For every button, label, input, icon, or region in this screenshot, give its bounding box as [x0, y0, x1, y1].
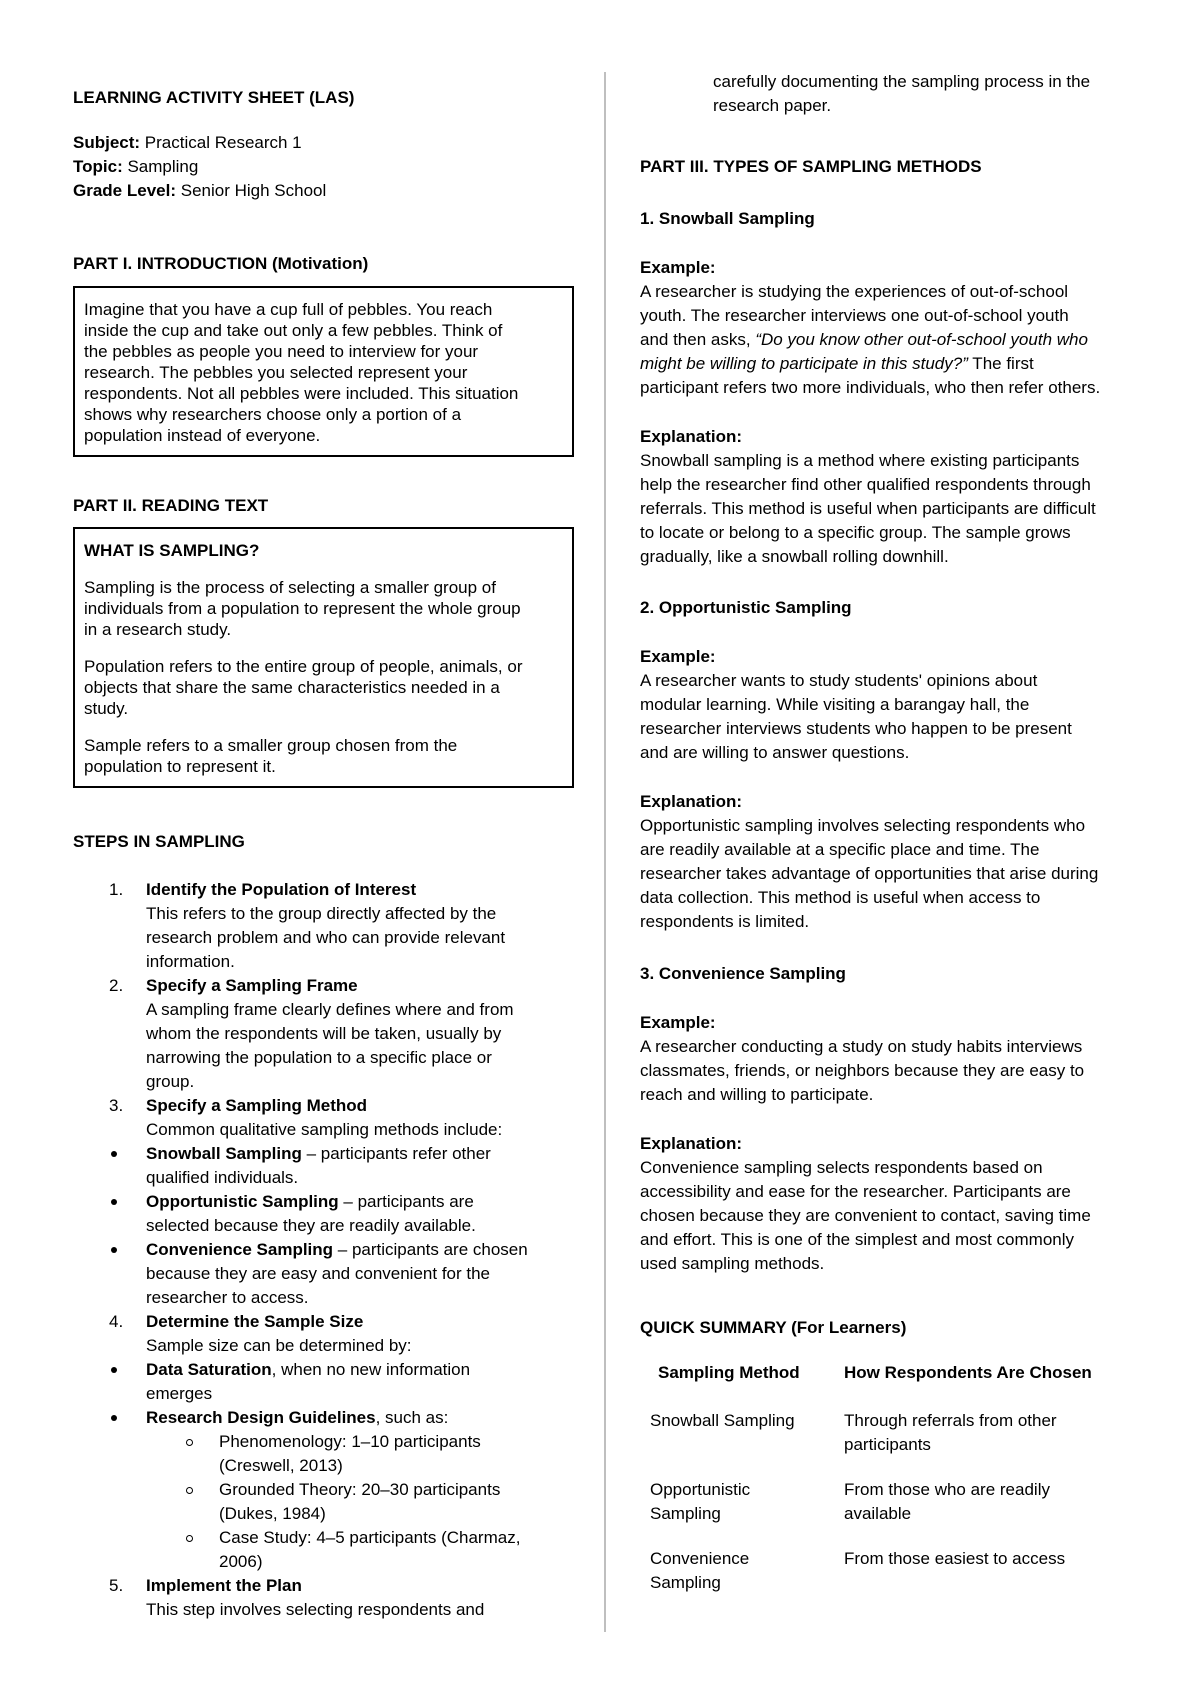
- explanation-line: Opportunistic sampling involves selecting respondents who: [640, 816, 1086, 835]
- step-text: Sample size can be determined by:: [146, 1336, 412, 1355]
- how-cell: [844, 1409, 1140, 1478]
- step-title: Identify the Population of Interest: [146, 880, 417, 899]
- bullet-term: Opportunistic Sampling: [146, 1192, 339, 1211]
- step-text: A sampling frame clearly defines where and from: [146, 1000, 514, 1019]
- table-row: [640, 1478, 1140, 1547]
- continuation-line: carefully documenting the sampling process in the: [713, 72, 1091, 91]
- method-example: [640, 645, 1140, 765]
- bullet-text: , when no new information: [271, 1360, 471, 1379]
- intro-line: inside the cup and take out only a few pebbles. Think of: [84, 321, 503, 340]
- step-title: Implement the Plan: [146, 1576, 302, 1595]
- explanation-line: data collection. This method is useful when access to: [640, 888, 1041, 907]
- example-line: and are willing to answer questions.: [640, 743, 910, 762]
- cell-line: Snowball Sampling: [650, 1411, 795, 1430]
- intro-line: research. The pebbles you selected represent your: [84, 363, 468, 382]
- intro-line: Imagine that you have a cup full of pebbles. You reach: [84, 300, 493, 319]
- intro-line: shows why researchers choose only a portion of a: [84, 405, 462, 424]
- reading-box: [73, 527, 574, 788]
- step-number: 5.: [109, 1576, 124, 1595]
- summary-heading: QUICK SUMMARY (For Learners): [640, 1318, 907, 1337]
- example-line: A researcher is studying the experiences of out-of-school: [640, 282, 1069, 301]
- bullet-icon: [111, 1247, 117, 1253]
- explanation-line: and effort. This is one of the simplest and most commonly: [640, 1230, 1075, 1249]
- method-title: 1. Snowball Sampling: [640, 209, 815, 228]
- bullet-text: – participants are chosen: [333, 1240, 528, 1259]
- step-text: This step involves selecting respondents and: [146, 1600, 485, 1619]
- explanation-line: are readily available at a specific place and time. The: [640, 840, 1040, 859]
- reading-line: in a research study.: [84, 620, 232, 639]
- explanation-line: chosen because they are convenient to contact, saving time: [640, 1206, 1091, 1225]
- step-text: whom the respondents will be taken, usually by: [146, 1024, 502, 1043]
- intro-line: population instead of everyone.: [84, 426, 321, 445]
- guideline-item: [73, 1478, 575, 1526]
- column-divider: [604, 72, 606, 1632]
- step-text: information.: [146, 952, 235, 971]
- bullet-text: emerges: [146, 1384, 213, 1403]
- step-title: Specify a Sampling Frame: [146, 976, 358, 995]
- bullet-item: [73, 1142, 575, 1190]
- explanation-line: help the researcher find other qualified respondents through: [640, 475, 1091, 494]
- method-cell: [640, 1478, 844, 1547]
- explanation-line: used sampling methods.: [640, 1254, 825, 1273]
- cell-line: Sampling: [650, 1504, 721, 1523]
- cell-line: participants: [844, 1435, 931, 1454]
- step-text: research problem and who can provide relevant: [146, 928, 506, 947]
- example-line: youth. The researcher interviews one out-of-school youth: [640, 306, 1069, 325]
- intro-box: [73, 286, 574, 457]
- example-line: A researcher conducting a study on study habits interviews: [640, 1037, 1083, 1056]
- guideline-item: [73, 1430, 575, 1478]
- topic-line: Topic: Sampling: [73, 157, 199, 176]
- example-label: Example:: [640, 647, 716, 666]
- method-example: [640, 1011, 1140, 1107]
- step-item: [73, 974, 575, 1094]
- example-line: classmates, friends, or neighbors because they are easy to: [640, 1061, 1085, 1080]
- step-text: group.: [146, 1072, 195, 1091]
- example-quote: might be willing to participate in this study?”: [640, 354, 968, 373]
- example-line: [640, 328, 1140, 352]
- explanation-line: to locate or belong to a specific group. The sample grows: [640, 523, 1071, 542]
- bullet-icon: [111, 1199, 117, 1205]
- example-quote: “Do you know other out-of-school youth who: [755, 330, 1088, 349]
- continuation-line: research paper.: [713, 96, 832, 115]
- step-number: 3.: [109, 1096, 124, 1115]
- method-cell: [640, 1547, 844, 1595]
- bullet-item: [73, 1238, 575, 1310]
- part2-heading: PART II. READING TEXT: [73, 496, 269, 515]
- bullet-text: – participants refer other: [301, 1144, 491, 1163]
- bullet-text: selected because they are readily available.: [146, 1216, 476, 1235]
- table-row: [640, 1409, 1140, 1478]
- bullet-icon: [111, 1367, 117, 1373]
- bullet-term: Convenience Sampling: [146, 1240, 334, 1259]
- step-item: [73, 1574, 575, 1622]
- guideline-text: Case Study: 4–5 participants (Charmaz,: [219, 1528, 521, 1547]
- how-cell: [844, 1478, 1140, 1547]
- bullet-text: because they are easy and convenient for the: [146, 1264, 491, 1283]
- cell-line: Opportunistic: [650, 1480, 751, 1499]
- step-item: [73, 1310, 575, 1358]
- bullet-text: – participants are: [338, 1192, 474, 1211]
- reading-line: Population refers to the entire group of people, animals, or: [84, 657, 523, 676]
- reading-title: WHAT IS SAMPLING?: [84, 541, 260, 560]
- guideline-item: [73, 1526, 575, 1574]
- explanation-line: Snowball sampling is a method where existing participants: [640, 451, 1080, 470]
- example-line: researcher interviews students who happen to be present: [640, 719, 1072, 738]
- example-text: and then asks,: [640, 330, 756, 349]
- column-header: How Respondents Are Chosen: [844, 1363, 1092, 1382]
- step-title: Determine the Sample Size: [146, 1312, 364, 1331]
- method-cell: [640, 1409, 844, 1478]
- explanation-line: referrals. This method is useful when participants are difficult: [640, 499, 1096, 518]
- step-number: 2.: [109, 976, 124, 995]
- example-text: The first: [967, 354, 1034, 373]
- document-title: LEARNING ACTIVITY SHEET (LAS): [73, 88, 355, 107]
- guideline-text: 2006): [219, 1552, 263, 1571]
- guideline-text: (Creswell, 2013): [219, 1456, 343, 1475]
- step-text: Common qualitative sampling methods include:: [146, 1120, 503, 1139]
- reading-line: individuals from a population to represent the whole group: [84, 599, 521, 618]
- metadata-block: [73, 131, 575, 203]
- example-label: Example:: [640, 1013, 716, 1032]
- cell-line: From those who are readily: [844, 1480, 1050, 1499]
- example-line: [640, 352, 1140, 376]
- bullet-term: Research Design Guidelines: [146, 1408, 376, 1427]
- bullet-icon: [111, 1151, 117, 1157]
- step-number: 4.: [109, 1312, 124, 1331]
- hollow-bullet-icon: [186, 1487, 193, 1494]
- reading-line: population to represent it.: [84, 757, 276, 776]
- steps-heading: STEPS IN SAMPLING: [73, 832, 245, 851]
- guideline-text: (Dukes, 1984): [219, 1504, 326, 1523]
- step-number: 1.: [109, 880, 124, 899]
- guideline-text: Grounded Theory: 20–30 participants: [219, 1480, 501, 1499]
- subject-line: Subject: Practical Research 1: [73, 133, 302, 152]
- explanation-line: Convenience sampling selects respondents based on: [640, 1158, 1043, 1177]
- bullet-item: [73, 1358, 575, 1406]
- example-line: reach and willing to participate.: [640, 1085, 874, 1104]
- bullet-text: researcher to access.: [146, 1288, 309, 1307]
- method-explanation: [640, 425, 1140, 569]
- example-line: A researcher wants to study students' opinions about: [640, 671, 1038, 690]
- reading-line: Sample refers to a smaller group chosen from the: [84, 736, 458, 755]
- step-text: This refers to the group directly affected by the: [146, 904, 497, 923]
- part1-heading: PART I. INTRODUCTION (Motivation): [73, 254, 369, 273]
- hollow-bullet-icon: [186, 1439, 193, 1446]
- explanation-line: respondents is limited.: [640, 912, 810, 931]
- cell-line: Sampling: [650, 1573, 721, 1592]
- summary-table: [640, 1361, 1140, 1595]
- method-explanation: [640, 790, 1140, 934]
- example-line: modular learning. While visiting a barangay hall, the: [640, 695, 1030, 714]
- bullet-text: , such as:: [375, 1408, 449, 1427]
- cell-line: From those easiest to access: [844, 1549, 1066, 1568]
- reading-line: Sampling is the process of selecting a smaller group of: [84, 578, 496, 597]
- cell-line: Convenience: [650, 1549, 750, 1568]
- bullet-text: qualified individuals.: [146, 1168, 299, 1187]
- explanation-label: Explanation:: [640, 792, 743, 811]
- how-cell: [844, 1547, 1140, 1595]
- grade-line: Grade Level: Senior High School: [73, 181, 327, 200]
- cell-line: Through referrals from other: [844, 1411, 1057, 1430]
- cell-line: available: [844, 1504, 912, 1523]
- table-header-row: [640, 1361, 1140, 1409]
- explanation-line: gradually, like a snowball rolling downhill.: [640, 547, 949, 566]
- method-title: 3. Convenience Sampling: [640, 964, 846, 983]
- method-title: 2. Opportunistic Sampling: [640, 598, 852, 617]
- hollow-bullet-icon: [186, 1535, 193, 1542]
- explanation-line: researcher takes advantage of opportunities that arise during: [640, 864, 1099, 883]
- table-row: [640, 1547, 1140, 1595]
- step-text: narrowing the population to a specific place or: [146, 1048, 492, 1067]
- guideline-text: Phenomenology: 1–10 participants: [219, 1432, 481, 1451]
- intro-line: the pebbles as people you need to interview for your: [84, 342, 479, 361]
- step-item: [73, 1094, 575, 1142]
- bullet-icon: [111, 1415, 117, 1421]
- explanation-label: Explanation:: [640, 427, 743, 446]
- step-title: Specify a Sampling Method: [146, 1096, 368, 1115]
- method-example: [640, 256, 1140, 400]
- column-header: Sampling Method: [658, 1363, 800, 1382]
- bullet-item: [73, 1190, 575, 1238]
- explanation-line: accessibility and ease for the researcher. Participants are: [640, 1182, 1071, 1201]
- reading-line: objects that share the same characteristics needed in a: [84, 678, 500, 697]
- steps-list: [73, 878, 575, 1622]
- example-line: participant refers two more individuals, who then refer others.: [640, 378, 1101, 397]
- bullet-term: Snowball Sampling: [146, 1144, 302, 1163]
- bullet-term: Data Saturation: [146, 1360, 272, 1379]
- step-item: [73, 878, 575, 974]
- reading-line: study.: [84, 699, 129, 718]
- example-label: Example:: [640, 258, 716, 277]
- bullet-item: [73, 1406, 575, 1430]
- method-explanation: [640, 1132, 1140, 1276]
- part3-heading: PART III. TYPES OF SAMPLING METHODS: [640, 157, 982, 176]
- intro-line: respondents. Not all pebbles were included. This situation: [84, 384, 519, 403]
- explanation-label: Explanation:: [640, 1134, 743, 1153]
- step5-continuation: [640, 70, 1153, 118]
